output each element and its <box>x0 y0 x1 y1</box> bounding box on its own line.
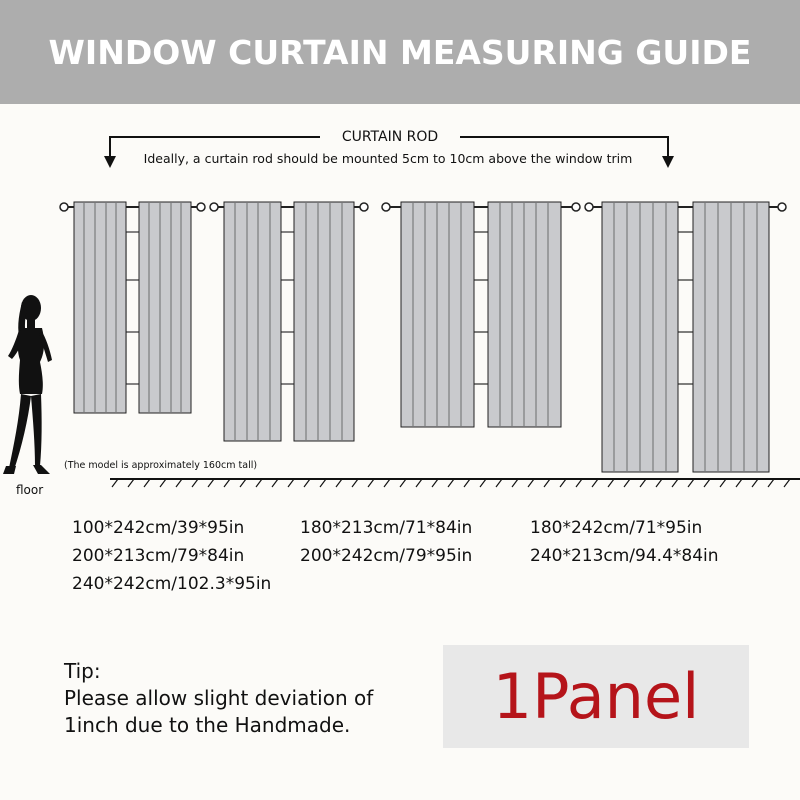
tip-line-1: Please allow slight deviation of <box>64 686 374 710</box>
curtain-diagram <box>0 104 800 504</box>
curtain-set-2 <box>210 202 368 441</box>
rod-note: Ideally, a curtain rod should be mounted 5cm to 10cm above the window trim <box>143 151 633 166</box>
size-item: 200*213cm/79*84in <box>72 546 245 566</box>
size-item: 240*242cm/102.3*95in <box>72 574 272 594</box>
tip-block <box>64 658 373 739</box>
size-item: 180*242cm/71*95in <box>530 518 703 538</box>
woman-silhouette-icon <box>3 295 52 474</box>
floor-label: floor <box>16 483 44 497</box>
arrow-down-right-icon <box>662 156 674 168</box>
model-note: (The model is approximately 160cm tall) <box>64 460 258 471</box>
curtain-set-3 <box>382 202 580 427</box>
size-item: 240*213cm/94.4*84in <box>530 546 719 566</box>
size-item: 180*213cm/71*84in <box>300 518 473 538</box>
size-item: 100*242cm/39*95in <box>72 518 245 538</box>
tip-heading: Tip: <box>64 659 101 683</box>
floor-line <box>110 479 800 487</box>
page-title: WINDOW CURTAIN MEASURING GUIDE <box>48 32 752 72</box>
curtain-set-1 <box>60 202 205 413</box>
panel-count-label: 1Panel <box>492 660 700 733</box>
size-list <box>0 518 800 618</box>
panel-count-badge <box>443 645 749 748</box>
header-banner <box>0 0 800 104</box>
tip-line-2: 1inch due to the Handmade. <box>64 713 351 737</box>
curtain-set-4 <box>585 202 786 472</box>
arrow-down-left-icon <box>104 156 116 168</box>
size-item: 200*242cm/79*95in <box>300 546 473 566</box>
rod-label: CURTAIN ROD <box>341 129 439 145</box>
